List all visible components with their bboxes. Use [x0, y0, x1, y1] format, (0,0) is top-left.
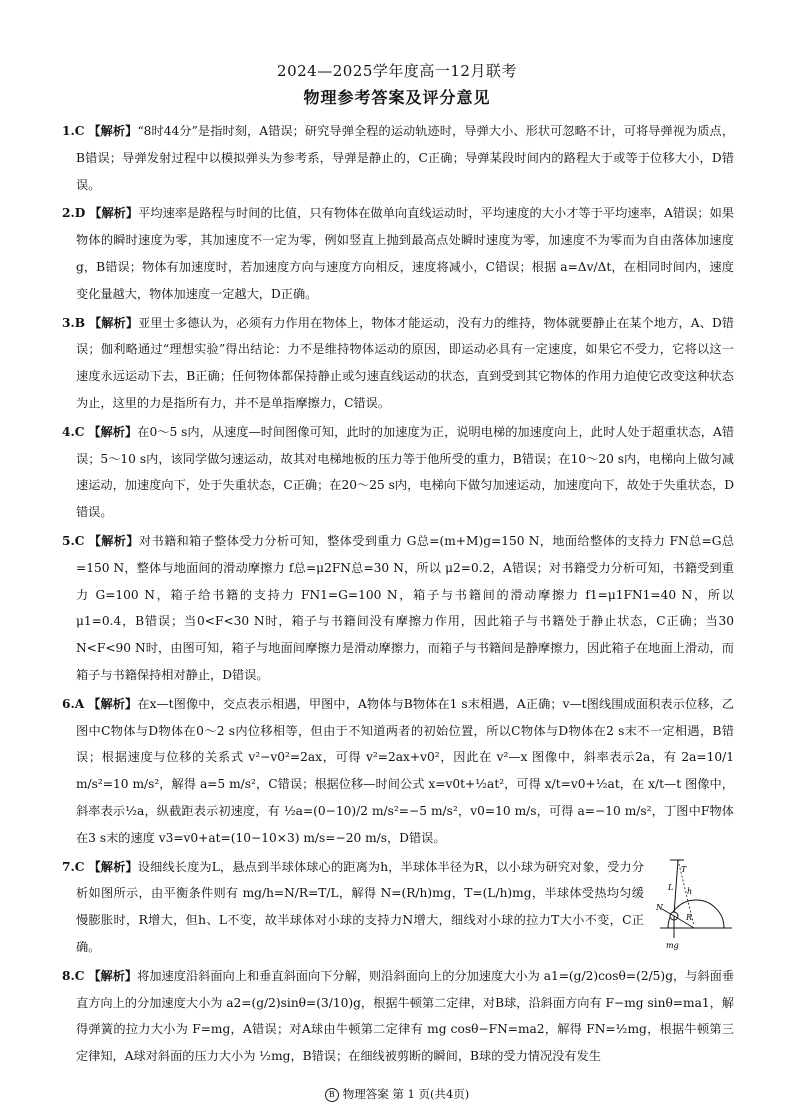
force-diagram: [654, 854, 734, 950]
analysis-tag: 【解析】: [89, 315, 139, 330]
analysis-tag: 【解析】: [89, 206, 139, 221]
answer-number: 8.C: [62, 968, 85, 983]
answer-item-1: [62, 118, 734, 198]
answer-number: 1.C: [62, 124, 85, 138]
analysis-tag: 【解析】: [88, 696, 138, 711]
analysis-text: 在0～5 s内，从速度—时间图像可知，此时的加速度为正，说明电梯的加速度向上，此时人处于超重状态，A错误；5～10 s内，该同学做匀速运动，故其对电梯地板的压力等于他所受的重力，B错误；在10～20 s内，电梯向上做匀减速运动，加速度向下，处于失重状态，C正确；在20～25 s内，电梯向下做匀加速运动，加速度向下，故处于失重状态，D错误。: [76, 424, 735, 520]
version-badge: B: [325, 1088, 339, 1102]
label-N: N: [656, 902, 663, 912]
answer-item-7: [62, 854, 734, 961]
analysis-text: 将加速度沿斜面向上和垂直斜面向下分解，则沿斜面向上的分加速度大小为 a1=(g/2)cosθ=(2/5)g，与斜面垂直方向上的分加速度大小为 a2=(g/2)sinθ=(3/10)g，根据牛顿第二定律，对B球，沿斜面方向有 F−mg sinθ=ma1，解得弹簧的拉力大小为 F=mg，A错误；对A球由牛顿第二定律有 mg cosθ−FN=ma2，解得 FN=½mg，根据牛顿第三定律知，A球对斜面的压力大小为 ½mg，B错误；在细线被剪断的瞬间，B球的受力情况没有发生: [76, 968, 735, 1064]
analysis-text: “8时44分”是指时刻，A错误；研究导弹全程的运动轨迹时，导弹大小、形状可忽略不计，可将导弹视为质点，B错误；导弹发射过程中以模拟弹头为参考系，导弹是静止的，C正确；导弹某段时间内的路程大于或等于位移大小，D错误。: [76, 124, 735, 192]
label-mg: mg: [666, 940, 679, 950]
answer-number: 7.C: [62, 859, 85, 874]
answer-number: 2.D: [62, 206, 86, 221]
answer-number: 5.C: [62, 533, 85, 548]
analysis-text: 亚里士多德认为，必须有力作用在物体上，物体才能运动，没有力的维持，物体就要静止在某个地方，A、D错误；伽利略通过“理想实验”得出结论：力不是维持物体运动的原因，即运动必具有一定速度，如果它不受力，它将以这一速度永远运动下去，B正确；任何物体都保持静止或匀速直线运动的状态，直到受到其它物体的作用力迫使它改变这种状态为止，这里的力是指所有力，并不是单指摩擦力，C错误。: [76, 315, 734, 410]
string-line: [674, 860, 678, 914]
analysis-tag: 【解析】: [88, 859, 138, 874]
answer-number: 4.C: [62, 424, 85, 439]
answer-list: [62, 118, 734, 1072]
answer-key-title: 物理参考答案及评分意见: [303, 88, 491, 107]
page-number-text: 物理答案 第 1 页(共4页): [342, 1087, 470, 1101]
answer-number: 6.A: [62, 696, 85, 711]
label-h: h: [687, 886, 693, 896]
answer-item-3: [62, 310, 734, 417]
analysis-tag: 【解析】: [88, 124, 138, 138]
label-T: T: [681, 864, 687, 874]
analysis-tag: 【解析】: [88, 968, 138, 983]
answer-item-8: [62, 963, 734, 1070]
analysis-text: 在x—t图像中，交点表示相遇，甲图中，A物体与B物体在1 s末相遇，A正确；v—t图线围成面积表示位移，乙图中C物体与D物体在0～2 s内位移相等，但由于不知道两者的初始位置，所以C物体与D物体在2 s末不一定相遇，B错误；根据速度与位移的关系式 v²−v0²=2ax，可得 v²=2ax+v0²，因此在 v²—x 图像中，斜率表示2a，有 2a=10/1 m/s²=10 m/s²，解得 a=5 m/s²，C错误；根据位移—时间公式 x=v0t+½at²，可得 x/t=v0+½at，在 x/t—t 图像中，斜率表示½a，纵截距表示初速度，有 ½a=(0−10)/2 m/s²=−5 m/s²，v0=10 m/s，可得 a=−10 m/s²，丁图中F物体在3 s末的速度 v3=v0+at=(10−10×3) m/s=−20 m/s，D错误。: [76, 696, 735, 845]
answer-item-6: [62, 691, 734, 852]
analysis-tag: 【解析】: [88, 424, 138, 439]
analysis-text: 设细线长度为L，悬点到半球体球心的距离为h，半球体半径为R，以小球为研究对象，受力分析如图所示，由平衡条件则有 mg/h=N/R=T/L，解得 N=(R/h)mg，T=(L/h)mg，半球体受热均匀缓慢膨胀时，R增大，但h、L不变，故半球体对小球的支持力N增大，细线对小球的拉力T大小不变，C正确。: [76, 859, 645, 954]
analysis-tag: 【解析】: [88, 533, 139, 548]
analysis-text: 对书籍和箱子整体受力分析可知，整体受到重力 G总=(m+M)g=150 N，地面给整体的支持力 FN总=G总=150 N，整体与地面间的滑动摩擦力 f总=μ2FN总=30 N，所以 μ2=0.2，A错误；对书籍受力分析可知，书籍受到重力 G=100 N，箱子给书籍的支持力 FN1=G=100 N，箱子与书籍间的滑动摩擦力 f1=μ1FN1=40 N，所以 μ1=0.4，B错误；当0<F<30 N时，箱子与书籍间没有摩擦力作用，因此箱子与书籍处于静止状态，C正确；当30 N<F<90 N时，由图可知，箱子与地面间摩擦力是滑动摩擦力，而箱子与书籍间是静摩擦力，因此箱子在地面上滑动，而箱子与书籍保持相对静止，D错误。: [76, 533, 735, 682]
answer-item-4: [62, 419, 734, 526]
answer-item-5: [62, 528, 734, 689]
answer-item-2: [62, 200, 734, 307]
answer-number: 3.B: [62, 315, 86, 330]
exam-title: 2024—2025学年度高一12月联考: [277, 62, 517, 80]
page-footer: [0, 1086, 794, 1102]
label-L: L: [668, 882, 674, 892]
document-header: [0, 60, 794, 108]
label-R: R: [686, 912, 693, 922]
analysis-text: 平均速率是路程与时间的比值，只有物体在做单向直线运动时，平均速度的大小才等于平均速率，A错误；如果物体的瞬时速度为零，其加速度不一定为零，例如竖直上抛到最高点处瞬时速度为零，加速度不为零而为自由落体加速度 g，B错误；物体有加速度时，若加速度方向与速度方向相反，速度将减小，C错误；根据 a=Δv/Δt，在相同时间内，速度变化量越大，物体加速度一定越大，D正确。: [76, 206, 734, 301]
